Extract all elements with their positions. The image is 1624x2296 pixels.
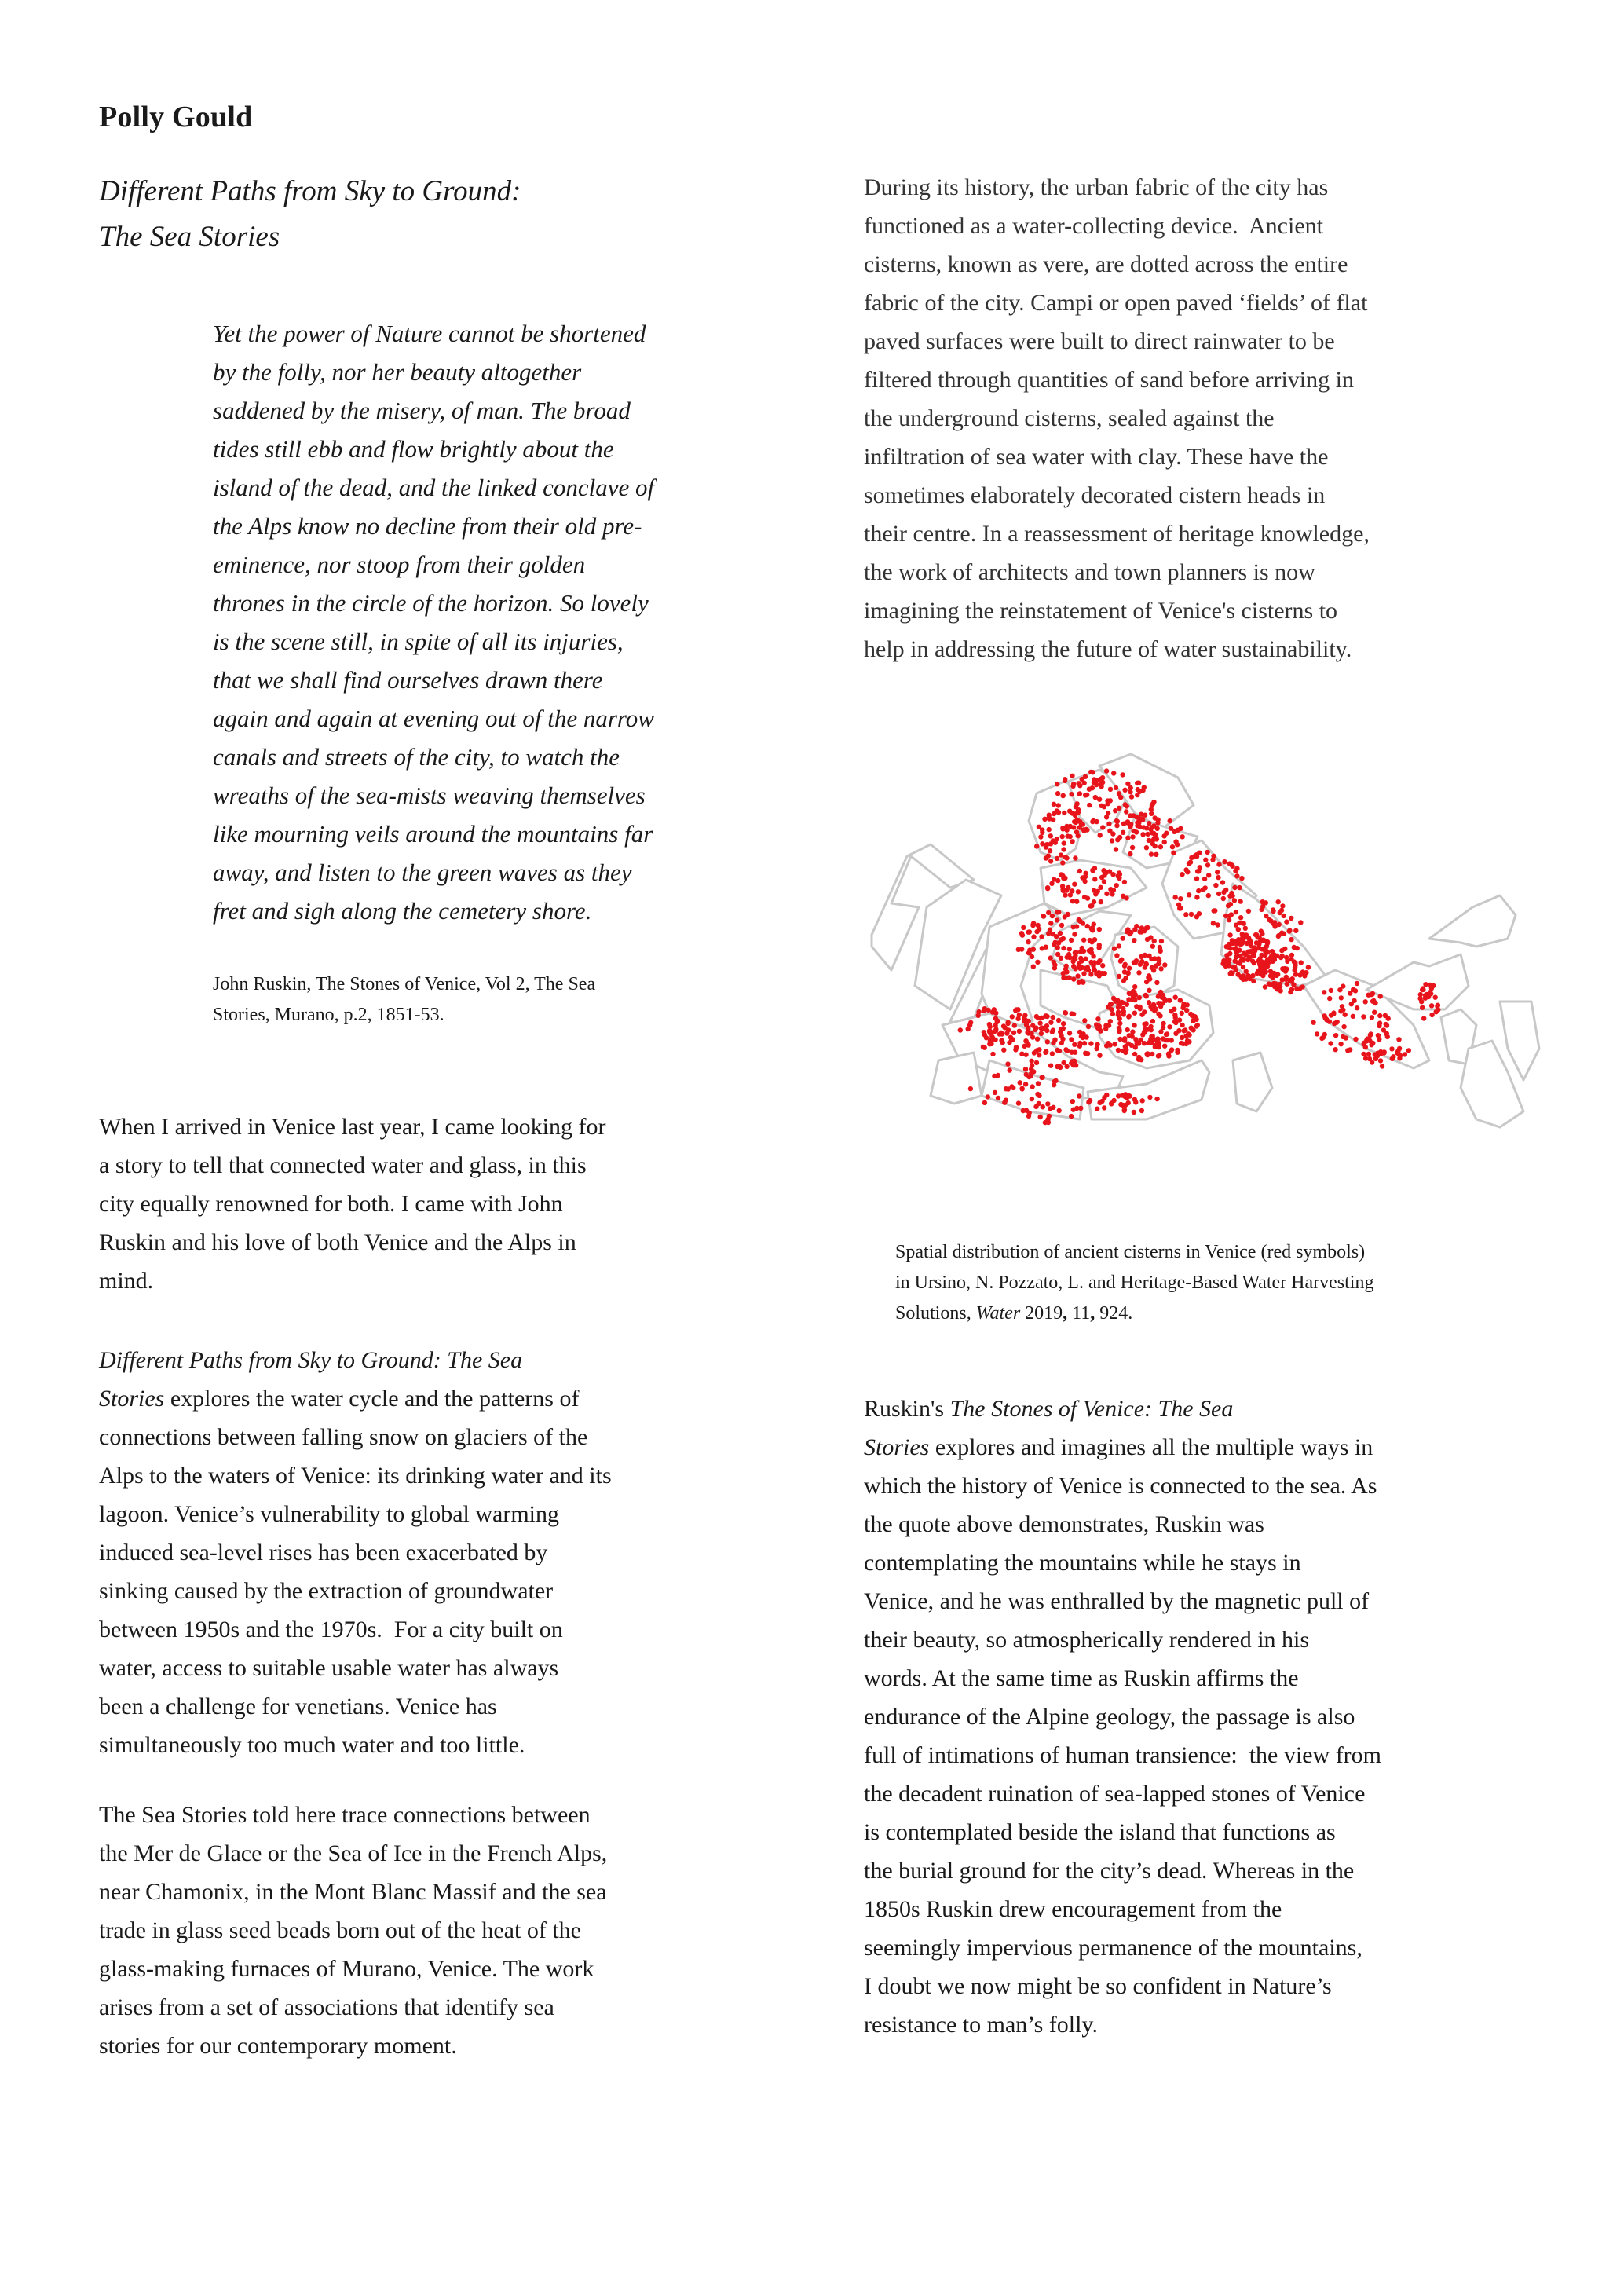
document-title: [99, 169, 521, 260]
venice-cisterns-map: [864, 750, 1551, 1151]
text-line: seemingly impervious permanence of the mountains,: [864, 1935, 1362, 1961]
caption-volume: 11: [1067, 1303, 1091, 1324]
text-line: infiltration of sea water with clay. These have the: [864, 444, 1329, 470]
citation-line: John Ruskin, The Stones of Venice, Vol 2, The Sea: [213, 974, 596, 994]
text-line: sometimes elaborately decorated cistern heads in: [864, 482, 1326, 508]
text-line: city equally renowned for both. I came with John: [99, 1191, 563, 1217]
text-line: connections between falling snow on glaciers of the: [99, 1424, 588, 1450]
text-line: During its history, the urban fabric of the city has: [864, 174, 1329, 200]
text-line: When I arrived in Venice last year, I came looking for: [99, 1114, 606, 1140]
quote-line: is the scene still, in spite of all its injuries,: [213, 628, 624, 655]
text-line: functioned as a water-collecting device. Ancient: [864, 213, 1323, 239]
text-line: the underground cisterns, sealed against the: [864, 405, 1275, 431]
text-line: trade in glass seed beads born out of the heat of the: [99, 1917, 581, 1943]
text-line: filtered through quantities of sand before arriving in: [864, 367, 1354, 393]
text-line: mind.: [99, 1268, 154, 1294]
project-description-paragraph: [99, 1341, 774, 1764]
quote-line: thrones in the circle of the horizon. So lovely: [213, 589, 649, 617]
text-line: near Chamonix, in the Mont Blanc Massif and the sea: [99, 1879, 607, 1905]
text-span: Ruskin's: [864, 1396, 950, 1422]
caption-line: in Ursino, N. Pozzato, L. and Heritage-Based Water Harvesting: [895, 1273, 1374, 1293]
text-line: endurance of the Alpine geology, the passage is also: [864, 1704, 1355, 1730]
text-line: I doubt we now might be so confident in Nature’s: [864, 1973, 1332, 1999]
text-line: induced sea-level rises has been exacerbated by: [99, 1540, 548, 1565]
text-line: glass-making furnaces of Murano, Venice. The work: [99, 1956, 594, 1982]
text-line: Alps to the waters of Venice: its drinking water and its: [99, 1463, 612, 1489]
text-line: contemplating the mountains while he stays in: [864, 1550, 1301, 1576]
text-line: [864, 1390, 1555, 1428]
text-line: 1850s Ruskin drew encouragement from the: [864, 1896, 1282, 1922]
text-line: The Sea Stories told here trace connections between: [99, 1802, 591, 1828]
map-graphic: [864, 750, 1551, 1151]
quote-line: tides still ebb and flow brightly about the: [213, 435, 614, 463]
text-line: paved surfaces were built to direct rainwater to be: [864, 328, 1335, 354]
text-line: [99, 1379, 774, 1418]
quote-line: canals and streets of the city, to watch the: [213, 743, 620, 771]
citation-line: Stories, Murano, p.2, 1851-53.: [213, 1005, 444, 1025]
text-line: their centre. In a reassessment of heritage knowledge,: [864, 521, 1370, 547]
text-line: their beauty, so atmospherically rendered in his: [864, 1627, 1310, 1653]
quote-line: eminence, nor stoop from their golden: [213, 551, 586, 578]
text-line: the decadent ruination of sea-lapped stones of Venice: [864, 1781, 1366, 1807]
text-line: lagoon. Venice’s vulnerability to global warming: [99, 1501, 559, 1527]
caption-line: Spatial distribution of ancient cisterns in Venice (red symbols): [895, 1242, 1366, 1262]
cisterns-paragraph: [864, 168, 1555, 668]
caption-comma: ,: [1090, 1303, 1095, 1324]
text-line: simultaneously too much water and too little.: [99, 1732, 525, 1758]
text-line: a story to tell that connected water and glass, in this: [99, 1152, 587, 1178]
title-line-2: The Sea Stories: [99, 221, 280, 253]
epigraph-citation: [213, 969, 595, 1031]
quote-line: the Alps know no decline from their old pre-: [213, 512, 642, 540]
caption-year: 2019: [1020, 1303, 1063, 1324]
figure-caption: [895, 1237, 1373, 1329]
book-title-italic: The Stones of Venice: The Sea: [949, 1396, 1234, 1422]
island-outlines: [872, 754, 1539, 1127]
quote-line: saddened by the misery, of man. The broad: [213, 397, 631, 424]
caption-line: [895, 1298, 1373, 1329]
text-line: fabric of the city. Campi or open paved ‘fields’ of flat: [864, 290, 1368, 316]
text-line: water, access to suitable usable water has always: [99, 1655, 559, 1681]
text-line: Different Paths from Sky to Ground: The Sea: [99, 1347, 523, 1373]
caption-page: 924.: [1095, 1303, 1133, 1324]
quote-line: again and again at evening out of the narrow: [213, 705, 654, 732]
text-line: the Mer de Glace or the Sea of Ice in the French Alps,: [99, 1840, 608, 1866]
text-span: explores and imagines all the multiple ways in: [929, 1434, 1373, 1460]
caption-comma: ,: [1063, 1303, 1068, 1324]
quote-line: like mourning veils around the mountains far: [213, 820, 653, 848]
quote-line: fret and sigh along the cemetery shore.: [213, 897, 592, 925]
text-line: the quote above demonstrates, Ruskin was: [864, 1511, 1264, 1537]
journal-name: Water: [975, 1303, 1021, 1324]
sea-stories-paragraph: [99, 1796, 774, 2065]
text-line: the burial ground for the city’s dead. Whereas in the: [864, 1858, 1355, 1884]
text-line: sinking caused by the extraction of groundwater: [99, 1578, 554, 1604]
text-line: arises from a set of associations that identify sea: [99, 1994, 554, 2020]
text-line: is contemplated beside the island that functions as: [864, 1819, 1336, 1845]
text-line: full of intimations of human transience: the view from: [864, 1742, 1382, 1768]
quote-line: away, and listen to the green waves as they: [213, 859, 632, 886]
text-line: Ruskin and his love of both Venice and the Alps in: [99, 1229, 576, 1255]
text-line: imagining the reinstatement of Venice's cisterns to: [864, 598, 1338, 624]
quote-line: island of the dead, and the linked conclave of: [213, 474, 655, 501]
text-line: help in addressing the future of water sustainability.: [864, 636, 1352, 662]
text-line: the work of architects and town planners is now: [864, 559, 1315, 585]
quote-line: wreaths of the sea-mists weaving themselves: [213, 782, 646, 809]
text-line: stories for our contemporary moment.: [99, 2033, 457, 2059]
text-line: cisterns, known as vere, are dotted across the entire: [864, 251, 1348, 277]
text-span: explores the water cycle and the patterns of: [164, 1386, 580, 1412]
intro-paragraph: [99, 1108, 774, 1300]
work-title-italic: Stories: [99, 1386, 165, 1412]
text-line: which the history of Venice is connected to the sea. As: [864, 1473, 1377, 1499]
text-line: been a challenge for venetians. Venice has: [99, 1694, 497, 1719]
quote-line: Yet the power of Nature cannot be shortened: [213, 320, 646, 347]
epigraph-quote: [213, 314, 778, 930]
author-name: Polly Gould: [99, 101, 253, 134]
text-line: resistance to man’s folly.: [864, 2012, 1098, 2038]
quote-line: by the folly, nor her beauty altogether: [213, 358, 582, 386]
caption-text: Solutions,: [895, 1303, 976, 1324]
title-line-1: Different Paths from Sky to Ground:: [99, 175, 521, 207]
quote-line: that we shall find ourselves drawn there: [213, 666, 603, 694]
text-line: words. At the same time as Ruskin affirms the: [864, 1665, 1299, 1691]
text-line: [864, 1428, 1555, 1467]
text-line: between 1950s and the 1970s. For a city built on: [99, 1617, 563, 1642]
ruskin-paragraph: [864, 1390, 1555, 2044]
book-title-italic: Stories: [864, 1434, 930, 1460]
text-line: Venice, and he was enthralled by the magnetic pull of: [864, 1588, 1370, 1614]
